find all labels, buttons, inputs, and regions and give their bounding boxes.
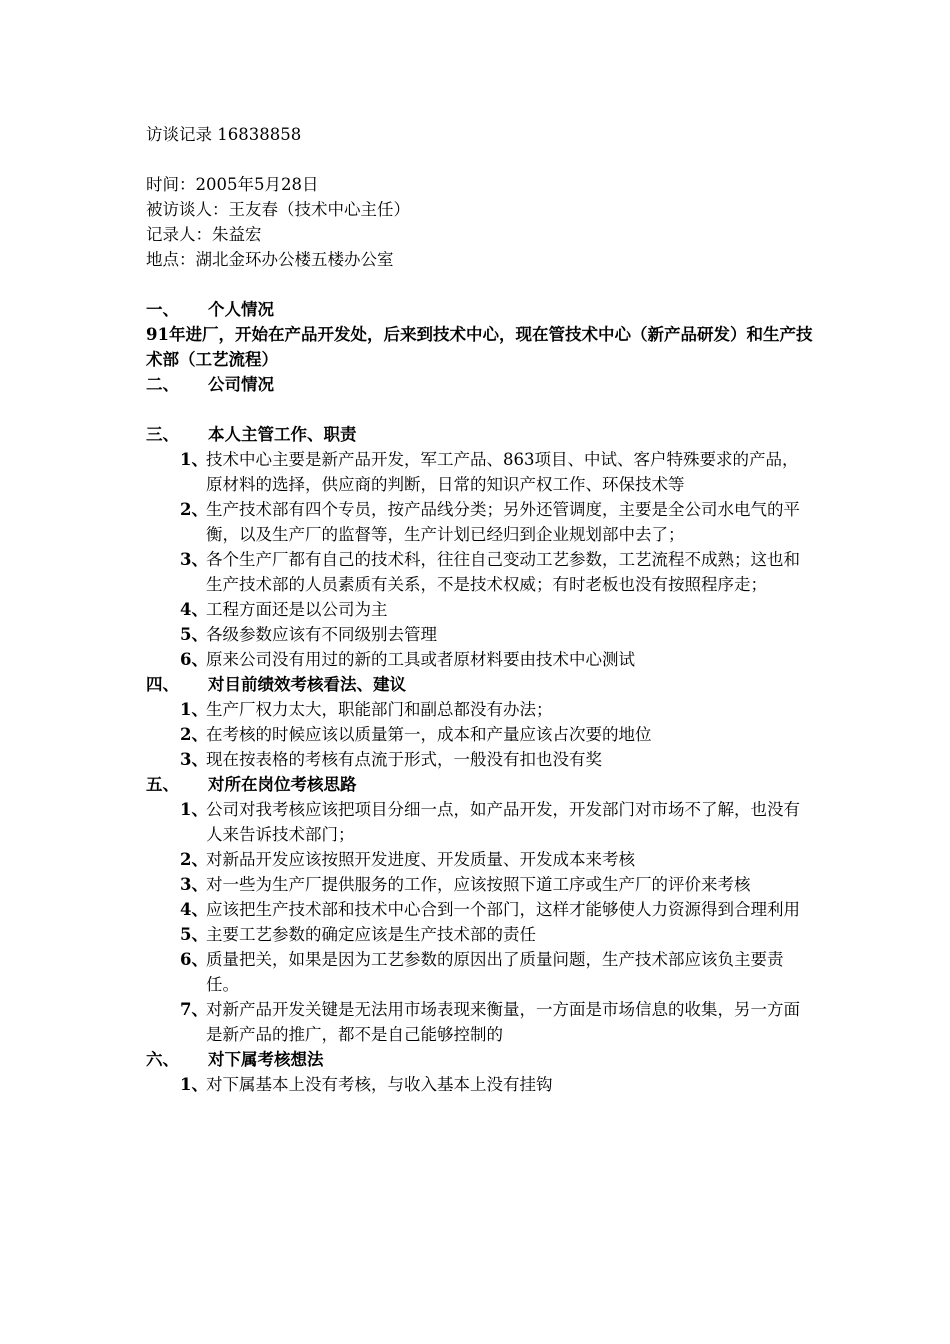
item-number: 5、: [180, 625, 208, 644]
item-text: 对新品开发应该按照开发进度、开发质量、开发成本来考核: [206, 850, 635, 869]
section-number: 五、: [146, 775, 179, 794]
list-item: [180, 947, 826, 997]
section-title: 对下属考核想法: [208, 1050, 324, 1069]
meta-time: 时间：2005年5月28日: [146, 175, 319, 194]
item-number: 6、: [180, 650, 208, 669]
item-number: 4、: [180, 600, 208, 619]
section-3-heading: [146, 422, 826, 447]
list-item: [180, 722, 826, 747]
section-number: 四、: [146, 675, 179, 694]
section-1-paragraph: 91年进厂，开始在产品开发处，后来到技术中心，现在管技术中心（新产品研发）和生产技术部（工艺流程）: [146, 325, 813, 369]
section-title: 公司情况: [208, 375, 274, 394]
item-number: 2、: [180, 500, 208, 519]
section-title: 个人情况: [208, 300, 274, 319]
item-number: 1、: [180, 450, 208, 469]
list-item: [180, 847, 826, 872]
item-text: 公司对我考核应该把项目分细一点，如产品开发，开发部门对市场不了解，也没有人来告诉技术部门；: [206, 800, 800, 844]
document-page: [146, 122, 826, 1097]
list-item: [180, 747, 826, 772]
item-number: 3、: [180, 550, 208, 569]
item-number: 1、: [180, 800, 208, 819]
meta-recorder: 记录人：朱益宏: [146, 225, 262, 244]
item-number: 7、: [180, 1000, 208, 1019]
section-6-heading: [146, 1047, 826, 1072]
item-text: 原来公司没有用过的新的工具或者原材料要由技术中心测试: [206, 650, 635, 669]
item-text: 质量把关，如果是因为工艺参数的原因出了质量问题，生产技术部应该负主要责任。: [206, 950, 784, 994]
list-item: [180, 497, 826, 547]
meta-location: 地点：湖北金环办公楼五楼办公室: [146, 250, 394, 269]
item-text: 主要工艺参数的确定应该是生产技术部的责任: [206, 925, 536, 944]
meta-interviewee: 被访谈人：王友春（技术中心主任）: [146, 200, 410, 219]
item-number: 3、: [180, 750, 208, 769]
section-number: 三、: [146, 425, 179, 444]
list-item: [180, 797, 826, 847]
item-text: 对一些为生产厂提供服务的工作，应该按照下道工序或生产厂的评价来考核: [206, 875, 751, 894]
list-item: [180, 597, 826, 622]
item-number: 1、: [180, 1075, 208, 1094]
section-number: 六、: [146, 1050, 179, 1069]
list-item: [180, 1072, 826, 1097]
item-text: 在考核的时候应该以质量第一，成本和产量应该占次要的地位: [206, 725, 652, 744]
item-number: 3、: [180, 875, 208, 894]
section-number: 一、: [146, 300, 179, 319]
list-item: [180, 547, 826, 597]
item-text: 工程方面还是以公司为主: [206, 600, 388, 619]
item-number: 2、: [180, 725, 208, 744]
item-number: 5、: [180, 925, 208, 944]
item-text: 对下属基本上没有考核，与收入基本上没有挂钩: [206, 1075, 553, 1094]
item-text: 生产技术部有四个专员，按产品线分类；另外还管调度，主要是全公司水电气的平衡，以及生产厂的监督等，生产计划已经归到企业规划部中去了；: [206, 500, 800, 544]
item-number: 4、: [180, 900, 208, 919]
item-text: 技术中心主要是新产品开发，军工产品、863项目、中试、客户特殊要求的产品，原材料的选择，供应商的判断，日常的知识产权工作、环保技术等: [206, 450, 799, 494]
list-item: [180, 922, 826, 947]
item-number: 1、: [180, 700, 208, 719]
list-item: [180, 622, 826, 647]
item-text: 各级参数应该有不同级别去管理: [206, 625, 437, 644]
section-1-heading: [146, 297, 826, 322]
item-text: 生产厂权力太大，职能部门和副总都没有办法；: [206, 700, 553, 719]
section-2-heading: [146, 372, 826, 397]
list-item: [180, 997, 826, 1047]
item-number: 2、: [180, 850, 208, 869]
item-text: 对新产品开发关键是无法用市场表现来衡量，一方面是市场信息的收集，另一方面是新产品的推广，都不是自己能够控制的: [206, 1000, 800, 1044]
list-item: [180, 872, 826, 897]
section-title: 对目前绩效考核看法、建议: [208, 675, 406, 694]
list-item: [180, 697, 826, 722]
section-title: 本人主管工作、职责: [208, 425, 357, 444]
section-4-heading: [146, 672, 826, 697]
section-number: 二、: [146, 375, 179, 394]
list-item: [180, 447, 826, 497]
section-5-heading: [146, 772, 826, 797]
item-text: 各个生产厂都有自己的技术科，往往自己变动工艺参数，工艺流程不成熟；这也和生产技术部的人员素质有关系，不是技术权威；有时老板也没有按照程序走；: [206, 550, 800, 594]
item-text: 应该把生产技术部和技术中心合到一个部门，这样才能够使人力资源得到合理利用: [206, 900, 800, 919]
section-title: 对所在岗位考核思路: [208, 775, 357, 794]
item-text: 现在按表格的考核有点流于形式，一般没有扣也没有奖: [206, 750, 602, 769]
document-title: 访谈记录 16838858: [146, 125, 302, 144]
list-item: [180, 647, 826, 672]
item-number: 6、: [180, 950, 208, 969]
list-item: [180, 897, 826, 922]
